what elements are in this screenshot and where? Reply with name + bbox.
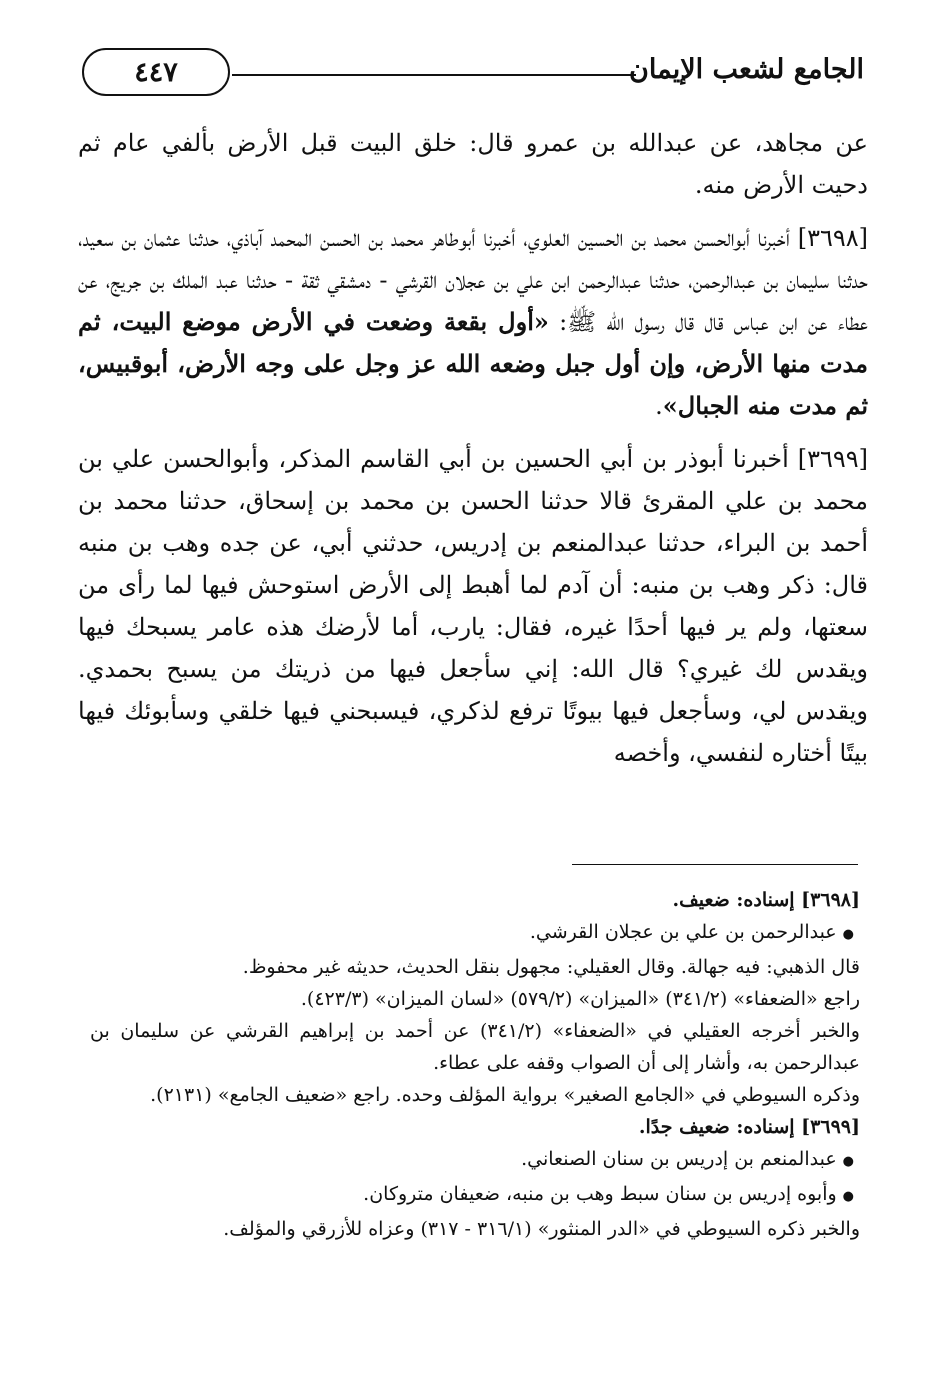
hadith-number: [٣٦٩٩] <box>797 445 868 473</box>
hadith-text: أخبرنا أبوذر بن أبي الحسين بن أبي القاسم المذكر، وأبوالحسن علي بن محمد بن علي المقرئ قالا حدثنا الحسن بن محمد بن إسحاق، حدثنا محمد بن أحمد بن البراء، حدثنا عبدالمنعم بن إدريس، حدثني أبي، عن جده وهب بن منبه قال: ذكر وهب بن منبه: أن آدم لما أهبط إلى الأرض استوحش فيها لما رأى من سعتها، ولم ير فيها أحدًا غيره، فقال: يارب، أما لأرضك هذه عامر يسبحك فيها ويقدس لك غيري؟ قال الله: إني سأجعل فيها من ذريتك من يسبح بحمدي. ويقدس لي، وسأجعل فيها بيوتًا ترفع لذكري، فيسبحني فيها خلقي وسأبوئك فيها بيتًا أختاره لنفسي، وأخصه <box>78 445 868 767</box>
footnote-text: عبدالمنعم بن إدريس بن سنان الصنعاني. <box>521 1148 837 1170</box>
bullet-icon <box>837 1183 854 1205</box>
bullet-icon <box>837 1148 854 1170</box>
footnote-bullet <box>90 916 860 951</box>
footnote-line: والخبر أخرجه العقيلي في «الضعفاء» (٣٤١/٢) عن أحمد بن إبراهيم القرشي عن سليمان بن عبدالرحمن به، وأشار إلى أن الصواب وقفه على عطاء. <box>90 1020 860 1074</box>
footnote-bullet <box>90 1143 860 1178</box>
page-header <box>82 48 864 102</box>
hadith-number: [٣٦٩٨] <box>797 224 868 252</box>
hadith-3698 <box>78 217 868 427</box>
footnote-separator <box>572 864 858 865</box>
footnote-bullet <box>90 1178 860 1213</box>
footnote-line: والخبر ذكره السيوطي في «الدر المنثور» (٣١٦/١ - ٣١٧) وعزاه للأزرقي والمؤلف. <box>223 1218 860 1240</box>
footnote-heading: [٣٦٩٩] إسناده: ضعيف جدًا. <box>638 1116 860 1138</box>
header-rule <box>232 74 636 76</box>
footnote-text: وأبوه إدريس بن سنان سبط وهب بن منبه، ضعيفان متروكان. <box>363 1183 837 1205</box>
bullet-icon <box>837 921 854 943</box>
footnote-line: وذكره السيوطي في «الجامع الصغير» برواية المؤلف وحده. راجع «ضعيف الجامع» (٢١٣١). <box>150 1084 860 1106</box>
hadith-quote: «أول بقعة وضعت في الأرض موضع البيت، ثم مدت منها الأرض، وإن أول جبل وضعه الله عز وجل على وجه الأرض، أبوقبيس، ثم مدت منه الجبال» <box>78 307 868 420</box>
hadith-3699 <box>78 438 868 774</box>
footnotes <box>90 884 860 1245</box>
paragraph-continuation: عن مجاهد، عن عبدالله بن عمرو قال: خلق البيت قبل الأرض بألفي عام ثم دحيت الأرض منه. <box>78 129 868 199</box>
main-text <box>78 122 868 785</box>
hadith-end: . <box>655 392 663 420</box>
running-title: الجامع لشعب الإيمان <box>629 54 864 85</box>
page-number: ٤٤٧ <box>82 48 230 96</box>
footnote-line: راجع «الضعفاء» (٣٤١/٢) «الميزان» (٥٧٩/٢) «لسان الميزان» (٤٢٣/٣). <box>300 988 860 1010</box>
footnote-text: عبدالرحمن بن علي بن عجلان القرشي. <box>529 921 837 943</box>
footnote-line: قال الذهبي: فيه جهالة. وقال العقيلي: مجهول بنقل الحديث، حديثه غير محفوظ. <box>242 956 860 978</box>
hadith-chain: أخبرنا أبوالحسن محمد بن الحسين العلوي، أخبرنا أبوطاهر محمد بن الحسن المحمد آباذي، حدثنا عثمان بن سعيد، حدثنا سليمان بن عبدالرحمن، حدثنا عبدالرحمن ابن علي بن عجلان القرشي - دمشقي ثقة - حدثنا عبد الملك بن جريج، عن عطاء عن ابن عباس قال قال رسول الله ﷺ: <box>78 224 868 336</box>
footnote-heading: [٣٦٩٨] إسناده: ضعيف. <box>672 889 860 911</box>
